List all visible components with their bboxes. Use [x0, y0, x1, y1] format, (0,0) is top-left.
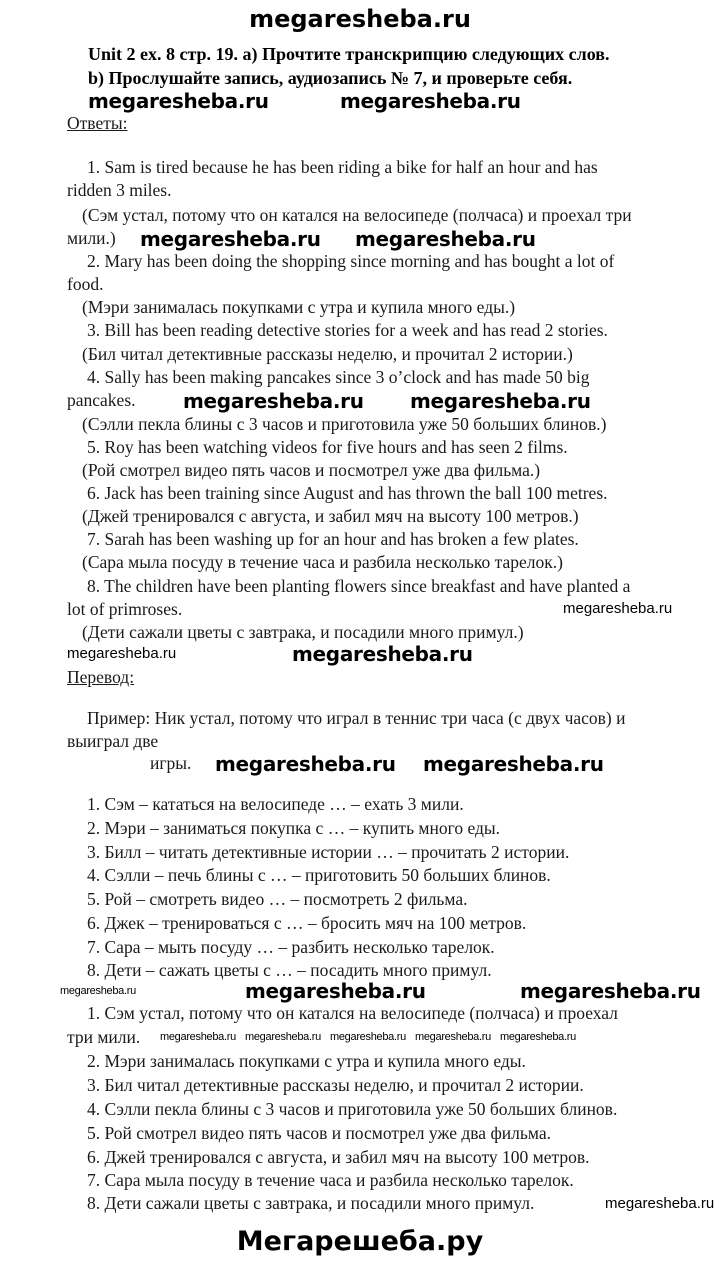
translation-line: 3. Бил читал детективные рассказы неделю, и прочитал 2 истории. [87, 1075, 584, 1095]
answer-line: 8. The children have been planting flowers since breakfast and have planted a [87, 576, 631, 596]
watermark: megaresheba.ru [245, 979, 426, 1003]
watermark: megaresheba.ru [415, 1031, 491, 1043]
prompt-line: 5. Рой – смотреть видео … – посмотреть 2 фильма. [87, 889, 468, 909]
answer-line: (Дети сажали цветы с завтрака, и посадили много примул.) [82, 622, 524, 642]
answers-heading: Ответы: [67, 113, 128, 133]
answer-line: pancakes. [67, 390, 136, 410]
answer-line: (Рой смотрел видео пять часов и посмотрел уже два фильма.) [82, 460, 541, 480]
prompt-line: 2. Мэри – заниматься покупка с … – купить много еды. [87, 818, 501, 838]
answer-line: 1. Sam is tired because he has been riding a bike for half an hour and has [87, 157, 598, 177]
prompt-line: 3. Билл – читать детективные истории … – прочитать 2 истории. [87, 842, 570, 862]
watermark: megaresheba.ru [355, 227, 536, 251]
prompt-line: 1. Сэм – кататься на велосипеде … – ехать 3 мили. [87, 794, 464, 814]
watermark: megaresheba.ru [423, 752, 604, 776]
example-line: Пример: Ник устал, потому что играл в теннис три часа (с двух часов) и [87, 708, 626, 728]
exercise-title: Unit 2 ex. 8 стр. 19. a) Прочтите транскрипцию следующих слов. [88, 44, 610, 64]
answer-line: (Сара мыла посуду в течение часа и разбила несколько тарелок.) [82, 552, 563, 572]
translation-line: 7. Сара мыла посуду в течение часа и разбила несколько тарелок. [87, 1170, 574, 1190]
site-footer[interactable]: Мегарешеба.ру [236, 1226, 484, 1257]
translation-line: 2. Мэри занималась покупками с утра и купила много еды. [87, 1051, 526, 1071]
example-line: выиграл две [67, 731, 159, 751]
watermark: megaresheba.ru [330, 1031, 406, 1043]
answer-line: ridden 3 miles. [67, 180, 172, 200]
watermark: megaresheba.ru [605, 1195, 715, 1212]
prompt-line: 4. Сэлли – печь блины с … – приготовить 50 больших блинов. [87, 865, 551, 885]
watermark: megaresheba.ru [88, 89, 269, 113]
prompt-line: 6. Джек – тренироваться с … – бросить мяч на 100 метров. [87, 913, 527, 933]
example-line: игры. [150, 753, 192, 773]
exercise-subtitle: b) Прослушайте запись, аудиозапись № 7, и проверьте себя. [88, 68, 573, 88]
prompt-line: 8. Дети – сажать цветы с … – посадить много примул. [87, 960, 492, 980]
translation-line: три мили. [67, 1027, 141, 1047]
answer-line: (Сэлли пекла блины с 3 часов и приготовила уже 50 больших блинов.) [82, 414, 607, 434]
answer-line: 4. Sally has been making pancakes since 3 o’clock and has made 50 big [87, 367, 590, 387]
watermark: megaresheba.ru [563, 600, 673, 617]
translation-line: 4. Сэлли пекла блины с 3 часов и приготовила уже 50 больших блинов. [87, 1099, 618, 1119]
translation-line: 1. Сэм устал, потому что он катался на велосипеде (полчаса) и проехал [87, 1003, 618, 1023]
translation-line: 6. Джей тренировался с августа, и забил мяч на высоту 100 метров. [87, 1147, 590, 1167]
watermark: megaresheba.ru [410, 389, 591, 413]
translation-heading: Перевод: [67, 667, 135, 687]
prompt-line: 7. Сара – мыть посуду … – разбить несколько тарелок. [87, 937, 495, 957]
answer-line: 2. Mary has been doing the shopping since morning and has bought a lot of [87, 251, 615, 271]
answer-line: food. [67, 274, 104, 294]
translation-line: 8. Дети сажали цветы с завтрака, и посадили много примул. [87, 1193, 535, 1213]
watermark: megaresheba.ru [245, 1031, 321, 1043]
answer-line: 3. Bill has been reading detective stories for a week and has read 2 stories. [87, 320, 608, 340]
answer-line: lot of primroses. [67, 599, 183, 619]
answer-line: (Джей тренировался с августа, и забил мяч на высоту 100 метров.) [82, 506, 579, 526]
answer-line: мили.) [67, 228, 116, 248]
watermark: megaresheba.ru [520, 979, 701, 1003]
answer-line: 6. Jack has been training since August and has thrown the ball 100 metres. [87, 483, 608, 503]
site-header[interactable]: megaresheba.ru [249, 5, 471, 33]
answer-line: (Бил читал детективные рассказы неделю, и прочитал 2 истории.) [82, 344, 573, 364]
watermark: megaresheba.ru [140, 227, 321, 251]
answer-line: 7. Sarah has been washing up for an hour and has broken a few plates. [87, 529, 579, 549]
watermark: megaresheba.ru [340, 89, 521, 113]
watermark: megaresheba.ru [292, 642, 473, 666]
answer-line: 5. Roy has been watching videos for five hours and has seen 2 films. [87, 437, 568, 457]
watermark: megaresheba.ru [215, 752, 396, 776]
watermark: megaresheba.ru [60, 985, 136, 997]
watermark: megaresheba.ru [160, 1031, 236, 1043]
watermark: megaresheba.ru [67, 645, 177, 662]
translation-line: 5. Рой смотрел видео пять часов и посмотрел уже два фильма. [87, 1123, 551, 1143]
watermark: megaresheba.ru [183, 389, 364, 413]
answer-line: (Мэри занималась покупками с утра и купила много еды.) [82, 297, 516, 317]
answer-line: (Сэм устал, потому что он катался на велосипеде (полчаса) и проехал три [82, 205, 632, 225]
watermark: megaresheba.ru [500, 1031, 576, 1043]
